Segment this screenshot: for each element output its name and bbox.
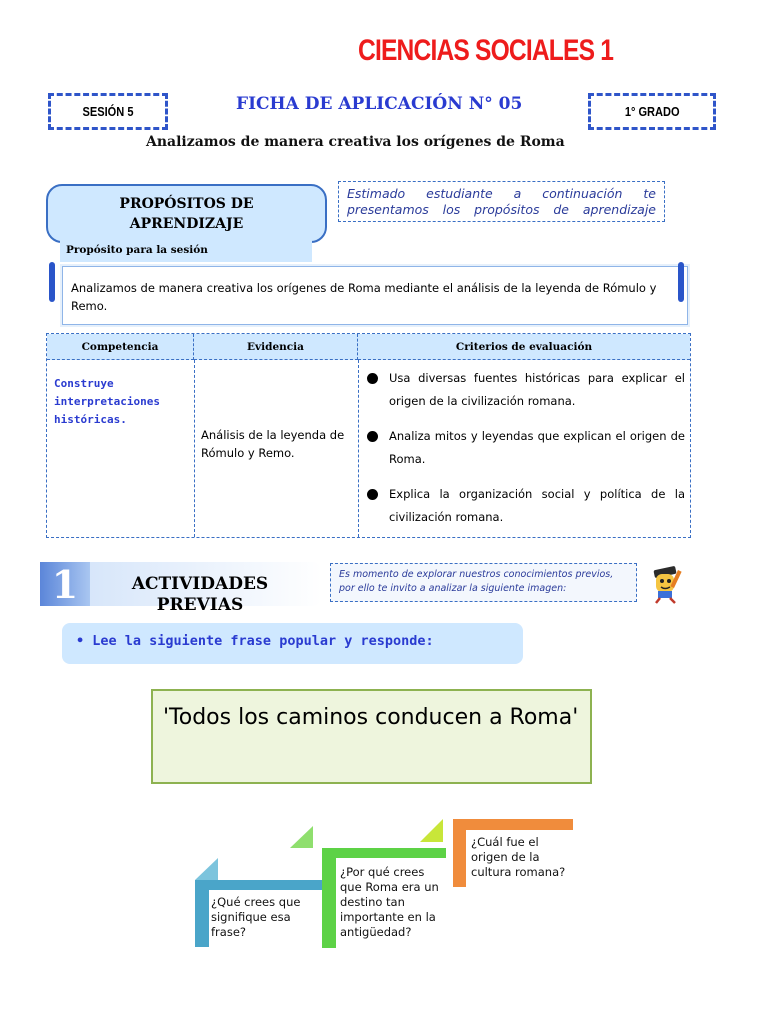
header-competencia: Competencia (47, 334, 194, 360)
quote-text: 'Todos los caminos conducen a Roma' (163, 705, 579, 730)
step-arrow-tip (290, 826, 313, 848)
header-evidencia: Evidencia (194, 334, 358, 360)
session-label: SESIÓN 5 (82, 104, 134, 119)
quote-box (151, 689, 592, 784)
column-divider (194, 360, 195, 537)
activity-title: ACTIVIDADES PREVIAS (131, 574, 269, 615)
worksheet-title: FICHA DE APLICACIÓN N° 05 (236, 94, 523, 114)
purposes-heading-text: PROPÓSITOS DE APRENDIZAJE (119, 195, 254, 232)
header-criterios: Criterios de evaluación (358, 334, 690, 360)
question-3: ¿Cuál fue el origen de la cultura romana? (471, 835, 566, 879)
column-divider (358, 360, 359, 537)
step-2-post (322, 848, 336, 948)
competency-table (46, 333, 691, 538)
instruction-banner: • Lee la siguiente frase popular y responde: (62, 623, 523, 664)
step-3-post (453, 819, 466, 887)
step-arrow-tip (195, 858, 218, 880)
grade-label: 1° GRADO (624, 104, 680, 119)
left-accent-bar (49, 262, 55, 302)
student-illustration-icon (646, 562, 688, 604)
step-1-bar (195, 880, 323, 890)
session-badge (48, 93, 168, 130)
question-1: ¿Qué crees que signifique esa frase? (211, 895, 301, 939)
explore-note: Es momento de explorar nuestros conocimientos previos, por ello te invito a analizar la siguiente imagen: (330, 563, 637, 602)
grade-badge (588, 93, 716, 130)
evidencia-cell: Análisis de la leyenda de Rómulo y Remo. (201, 428, 345, 460)
step-1-post (195, 880, 209, 947)
step-2-bar (322, 848, 446, 858)
session-purpose-label: Propósito para la sesión (60, 240, 312, 262)
session-subtitle: Analizamos de manera creativa los orígenes de Roma (146, 134, 565, 150)
intro-note: Estimado estudiante a continuación te presentamos los propósitos de aprendizaje (338, 181, 665, 222)
criteria-item: Usa diversas fuentes históricas para explicar el origen de la civilización romana. (365, 367, 685, 413)
step-3-bar (453, 819, 573, 830)
competencia-cell: Construye interpretaciones históricas. (54, 377, 160, 426)
step-arrow-tip (420, 819, 443, 842)
criteria-item: Explica la organización social y política de la civilización romana. (365, 483, 685, 529)
right-accent-bar (678, 262, 684, 302)
activity-number: 1 (40, 562, 90, 606)
criteria-list (365, 367, 685, 541)
page-title: CIENCIAS SOCIALES 1 (358, 34, 614, 67)
purposes-heading (46, 184, 327, 243)
question-2: ¿Por qué crees que Roma era un destino tan importante en la antigüedad? (340, 865, 439, 939)
session-purpose-text: Analizamos de manera creativa los orígenes de Roma mediante el análisis de la leyenda de Rómulo y Remo. (62, 266, 688, 325)
criteria-item: Analiza mitos y leyendas que explican el origen de Roma. (365, 425, 685, 471)
